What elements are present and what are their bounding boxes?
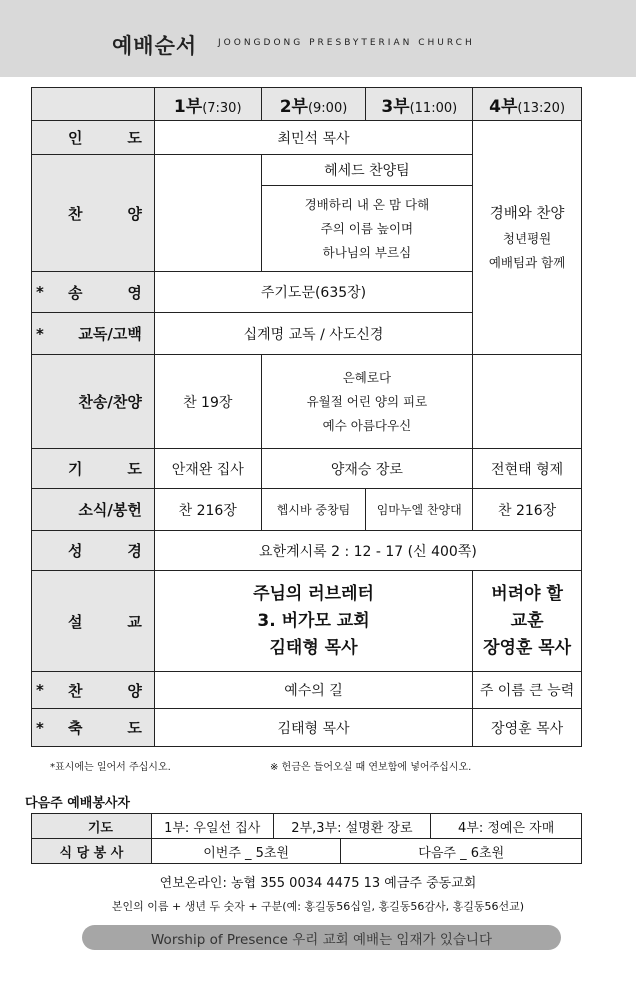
gido-col23: 양재승 장로 <box>261 449 473 489</box>
chansong-col1: 찬 19장 <box>154 355 261 449</box>
label-text: 찬 양 <box>68 681 142 700</box>
row-chansong <box>32 355 582 449</box>
next-prayer-label <box>32 814 152 839</box>
label-gyodok: * 교독/고백 <box>32 313 155 355</box>
note-standing: *표시에는 일어서 주십시오. <box>50 762 171 773</box>
gyodok-value: 십계명 교독 / 사도신경 <box>154 313 472 355</box>
label-hymn: * 찬 양 <box>32 672 155 709</box>
hymn-col4: 주 이름 큰 능력 <box>473 672 582 709</box>
note-offering: ※ 헌금은 들어오실 때 연보함에 넣어주십시오. <box>270 762 472 773</box>
label-text: 교독/고백 <box>78 325 142 343</box>
label-text: 기도 <box>87 820 113 836</box>
label-text: 찬 양 <box>68 204 142 223</box>
next-prayer-1: 1부: 우일선 집사 <box>151 814 273 839</box>
page-title: 예배순서 <box>112 34 198 58</box>
label-chukdo: * 축 도 <box>32 709 155 747</box>
row-chukdo <box>32 709 582 747</box>
next-prayer-4: 4부: 정예은 자매 <box>431 814 582 839</box>
table-header-row <box>32 88 582 121</box>
label-text: 축 도 <box>68 719 142 737</box>
corner-cell <box>32 88 155 121</box>
label-text: 성 경 <box>68 542 142 560</box>
seonggyeong-value: 요한계시록 2 : 12 - 17 (신 400쪽) <box>154 531 581 571</box>
label-sosik <box>32 489 155 531</box>
indo-value: 최민석 목사 <box>154 121 472 155</box>
next-kitchen-label: 식 당 봉 사 <box>32 839 152 864</box>
chukdo-col4: 장영훈 목사 <box>473 709 582 747</box>
gido-col4: 전현태 형제 <box>473 449 582 489</box>
worship-col4 <box>473 121 582 355</box>
next-kitchen-row <box>32 839 582 864</box>
label-text: 기 도 <box>68 460 142 478</box>
footer-banner: Worship of Presence 우리 교회 예배는 임재가 있습니다 <box>82 925 561 950</box>
next-week-table <box>31 813 582 864</box>
chansong-songs: 은혜로다 유월절 어린 양의 피로 예수 아름다우신 <box>261 355 473 449</box>
label-seonggyeong <box>32 531 155 571</box>
row-sosik <box>32 489 582 531</box>
row-gido <box>32 449 582 489</box>
row-seonggyeong <box>32 531 582 571</box>
gido-col1: 안재완 집사 <box>154 449 261 489</box>
sosik-col4: 찬 216장 <box>473 489 582 531</box>
chukdo-value: 김태형 목사 <box>154 709 472 747</box>
sermon-title: 주님의 러브레터 3. 버가모 교회 김태형 목사 <box>154 571 472 672</box>
chansong-col4-empty <box>473 355 582 449</box>
worship4-line1: 청년평원 <box>502 230 552 246</box>
label-chanyang <box>32 155 155 272</box>
label-songyeong: * 송 영 <box>32 272 155 313</box>
label-chansong <box>32 355 155 449</box>
chanyang-team: 헤세드 찬양팀 <box>261 155 473 186</box>
sosik-col3: 임마누엘 찬양대 <box>366 489 473 531</box>
sosik-col1: 찬 216장 <box>154 489 261 531</box>
label-seolgyo <box>32 571 155 672</box>
worship-order-table <box>31 87 582 747</box>
row-seolgyo <box>32 571 582 672</box>
label-gido <box>32 449 155 489</box>
label-text: 소식/봉헌 <box>78 501 142 519</box>
label-text: 인 도 <box>68 129 142 147</box>
column-2: 2부(9:00) <box>261 88 366 121</box>
online-offering: 연보온라인: 농협 355 0034 4475 13 예금주 중동교회 <box>159 876 477 891</box>
row-indo <box>32 121 582 155</box>
worship4-title: 경배와 찬양 <box>489 205 565 222</box>
next-prayer-23: 2부,3부: 설명환 장로 <box>273 814 431 839</box>
sosik-col2: 헵시바 중창팀 <box>261 489 366 531</box>
sermon-col4: 버려야 할 교훈 장영훈 목사 <box>473 571 582 672</box>
label-indo <box>32 121 155 155</box>
songyeong-value: 주기도문(635장) <box>154 272 472 313</box>
column-3: 3부(11:00) <box>366 88 473 121</box>
row-hymn <box>32 672 582 709</box>
next-prayer-row <box>32 814 582 839</box>
header-bar <box>0 0 636 77</box>
hymn-value: 예수의 길 <box>154 672 472 709</box>
column-4: 4부(13:20) <box>473 88 582 121</box>
next-week-title: 다음주 예배봉사자 <box>25 796 130 811</box>
chanyang-col1-empty <box>154 155 261 272</box>
label-text: 설 교 <box>68 612 142 631</box>
label-text: 찬송/찬양 <box>78 393 142 411</box>
label-text: 송 영 <box>68 283 142 302</box>
worship4-line2: 예배팀과 함께 <box>488 254 566 270</box>
next-kitchen-next: 다음주 _ 6초원 <box>341 839 582 864</box>
online-offering-format: 본인의 이름 + 생년 두 숫자 + 구분(예: 홍길동56십일, 홍길동56감사, 홍길동56선교) <box>111 900 525 913</box>
church-name: JOONGDONG PRESBYTERIAN CHURCH <box>218 38 475 48</box>
next-kitchen-this: 이번주 _ 5초원 <box>151 839 341 864</box>
chanyang-songs: 경배하리 내 온 맘 다해 주의 이름 높이며 하나님의 부르심 <box>261 186 473 272</box>
column-1: 1부(7:30) <box>154 88 261 121</box>
